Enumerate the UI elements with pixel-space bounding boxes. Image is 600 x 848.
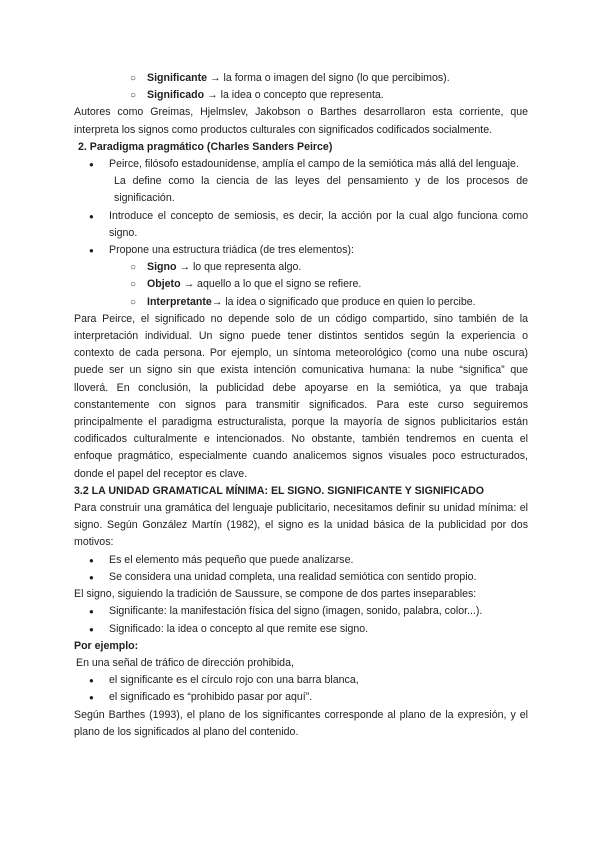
- bullet-significante: ● Significante: la manifestación física del signo (imagen, sonido, palabra, color...).: [74, 603, 528, 620]
- paragraph-senal: En una señal de tráfico de dirección prohibida,: [76, 656, 294, 669]
- paragraph-barthes: Según Barthes (1993), el plano de los significantes corresponde al plano de la expresión, y el plano de los significados al plano del contenido.: [74, 708, 528, 738]
- document-page: [74, 70, 528, 741]
- paragraph-construir: Para construir una gramática del lenguaje publicitario, necesitamos definir su unidad mínima: el signo. Según González Martín (1982), el signo es la unidad básica de la publicidad por dos motivos:: [74, 502, 528, 549]
- paragraph-saussure: El signo, siguiendo la tradición de Saussure, se compone de dos partes inseparables:: [74, 588, 477, 601]
- list-item-significante: ○ Significante → la forma o imagen del signo (lo que percibimos).: [74, 70, 528, 87]
- bullet-significado: ● Significado: la idea o concepto al que remite ese signo.: [74, 621, 528, 638]
- bullet-motivo-2: ● Se considera una unidad completa, una realidad semiótica con sentido propio.: [74, 569, 528, 586]
- heading-unidad-gramatical: 3.2 LA UNIDAD GRAMATICAL MÍNIMA: EL SIGNO. SIGNIFICANTE Y SIGNIFICADO: [74, 484, 485, 497]
- list-item-signo: ○ Signo → lo que representa algo.: [74, 259, 528, 276]
- heading-paradigma-pragmatico: 2. Paradigma pragmático (Charles Sanders Peirce): [78, 140, 333, 153]
- paragraph-peirce: Para Peirce, el significado no depende solo de un código compartido, sino también de la interpretación individual. Un signo puede tener distintos sentidos según la experiencia o contexto de cada persona. Por ejemplo, un síntoma meteorológico (como una nube oscura) puede ser un signo sin que exista intención comunicativa humana: la nube “significa” que lloverá. En conclusión, la publicidad debe apoyarse en la semiótica, ya que trabaja constantemente con signos para transmitir significados. Para este curso seguiremos principalmente el paradigma estructuralista, porque la mayoría de signos publicitarios están codificados culturalmente e intencionados. No obstante, también tendremos en cuenta el enfoque pragmático, especialmente cuando analicemos signos visuales poco estructurados, donde el papel del receptor es clave.: [74, 312, 528, 480]
- bullet-motivo-1: ● Es el elemento más pequeño que puede analizarse.: [74, 552, 528, 569]
- list-item-objeto: ○ Objeto → aquello a lo que el signo se refiere.: [74, 276, 528, 293]
- bullet-semiosis: ● Introduce el concepto de semiosis, es decir, la acción por la cual algo funciona como signo.: [74, 208, 528, 242]
- bullet-ejemplo-significante: ● el significante es el círculo rojo con una barra blanca,: [74, 672, 528, 689]
- bullet-continuation: La define como la ciencia de las leyes del pensamiento y de los procesos de significación.: [114, 175, 528, 205]
- paragraph-autores: Autores como Greimas, Hjelmslev, Jakobson o Barthes desarrollaron esta corriente, que interpreta los signos como productos culturales con significados codificados socialmente.: [74, 106, 528, 136]
- bullet-ejemplo-significado: ● el significado es “prohibido pasar por aquí”.: [74, 689, 528, 706]
- bullet-triadica: ● Propone una estructura triádica (de tres elementos):: [74, 242, 528, 259]
- heading-por-ejemplo: Por ejemplo:: [74, 639, 139, 652]
- bullet-peirce-filosofo: ● Peirce, filósofo estadounidense, amplía el campo de la semiótica más allá del lenguaje.: [74, 156, 528, 173]
- list-item-significado: ○ Significado → la idea o concepto que representa.: [74, 87, 528, 104]
- list-item-interpretante: ○ Interpretante→ la idea o significado que produce en quien lo percibe.: [74, 294, 528, 311]
